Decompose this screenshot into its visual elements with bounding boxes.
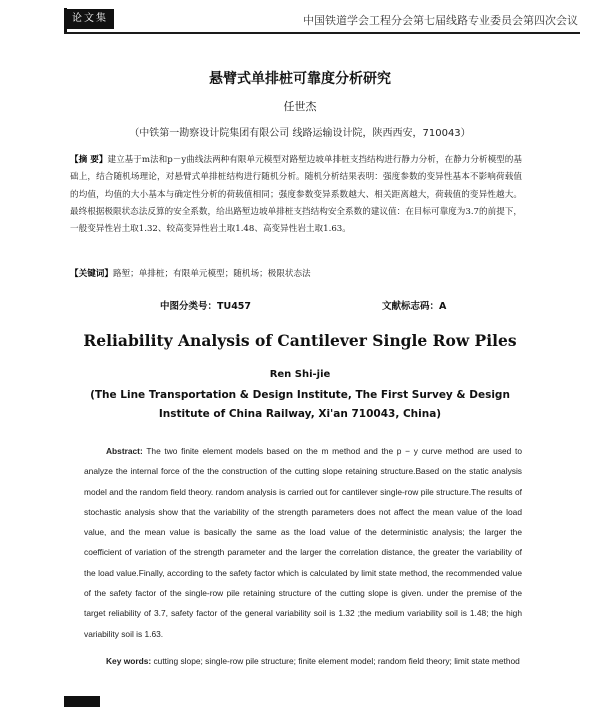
zh-affiliation: （中铁第一勘察设计院集团有限公司 线路运输设计院，陕西西安，710043） [129, 128, 471, 139]
en-abstract-label: Abstract: [106, 446, 143, 456]
en-keywords-text: cutting slope; single-row pile structure; finite element model; random field theory; limit state method [153, 656, 520, 666]
en-keywords [84, 651, 522, 671]
zh-abstract [70, 152, 522, 238]
zh-keywords-label: 【关键词】 [70, 269, 113, 279]
zh-author: 任世杰 [283, 100, 317, 113]
en-author: Ren Shi-jie [269, 369, 331, 380]
zh-keywords [70, 266, 522, 283]
en-keywords-label: Key words: [106, 656, 152, 666]
zh-abstract-text: 建立基于m法和p－y曲线法两种有限单元模型对路堑边坡单排桩支挡结构进行静力分析，在静力分析模型的基础上，结合随机场理论，对悬臂式单排桩结构进行随机分析。随机分析结果表明：强度参数的变异性基本不影响荷载值的均值，均值的大小基本与确定性分析的荷载值相同；强度参数变异系数越大、相关距离越大，荷载值的变异性越大。最终根据极限状态法反算的安全系数，给出路堑边坡单排桩支挡结构安全系数的建议值：在目标可靠度为3.7的前提下，一般变异性岩土取1.32、较高变异性岩土取1.48、高变异性岩土取1.63。 [70, 155, 522, 235]
header-rule [64, 32, 580, 34]
page-number-block [64, 696, 100, 707]
en-affiliation: (The Line Transportation & Design Institute, The First Survey & Design Institute of China Railway, Xi'an 710043, China) [90, 389, 510, 420]
document-code: 文献标志码：A [382, 301, 447, 312]
clc-number: 中图分类号：TU457 [160, 301, 252, 312]
zh-keywords-text: 路堑；单排桩；有限单元模型；随机场；极限状态法 [112, 269, 311, 279]
zh-abstract-label: 【摘 要】 [70, 155, 108, 165]
header-tag: 论文集 [66, 9, 114, 29]
header-conference-title: 中国铁道学会工程分会第七届线路专业委员会第四次会议 [303, 14, 578, 27]
en-abstract-text: The two finite element models based on the m method and the p − y curve method are used to analyze the internal force of the the construction of the cutting slope retaining structure.Based on the static analysis model and the random field theory. random analysis is carried out for cantilever single-row pile structure.The results of stochastic analysis show that the variability of the strength parameters does not affect the mean value of the load value, and the mean value is basically the same as the load value of the deterministic analysis; the larger the coefficient of variation of the strength parameter and the larger the correlation distance, the greater the variability of the load value.Finally, according to the safety factor which is calculated by limit state method, the recommended value of the safety factor of the single-row pile retaining structure of the cutting slope is given. under the premise of the target reliability of 3.7, safety factor of the general variability soil is 1.32 ;the medium variability soil is 1.48; the high variability soil is 1.63. [84, 446, 522, 639]
zh-paper-title: 悬臂式单排桩可靠度分析研究 [209, 71, 391, 87]
en-abstract [84, 441, 522, 644]
en-paper-title: Reliability Analysis of Cantilever Single Row Piles [83, 331, 517, 350]
